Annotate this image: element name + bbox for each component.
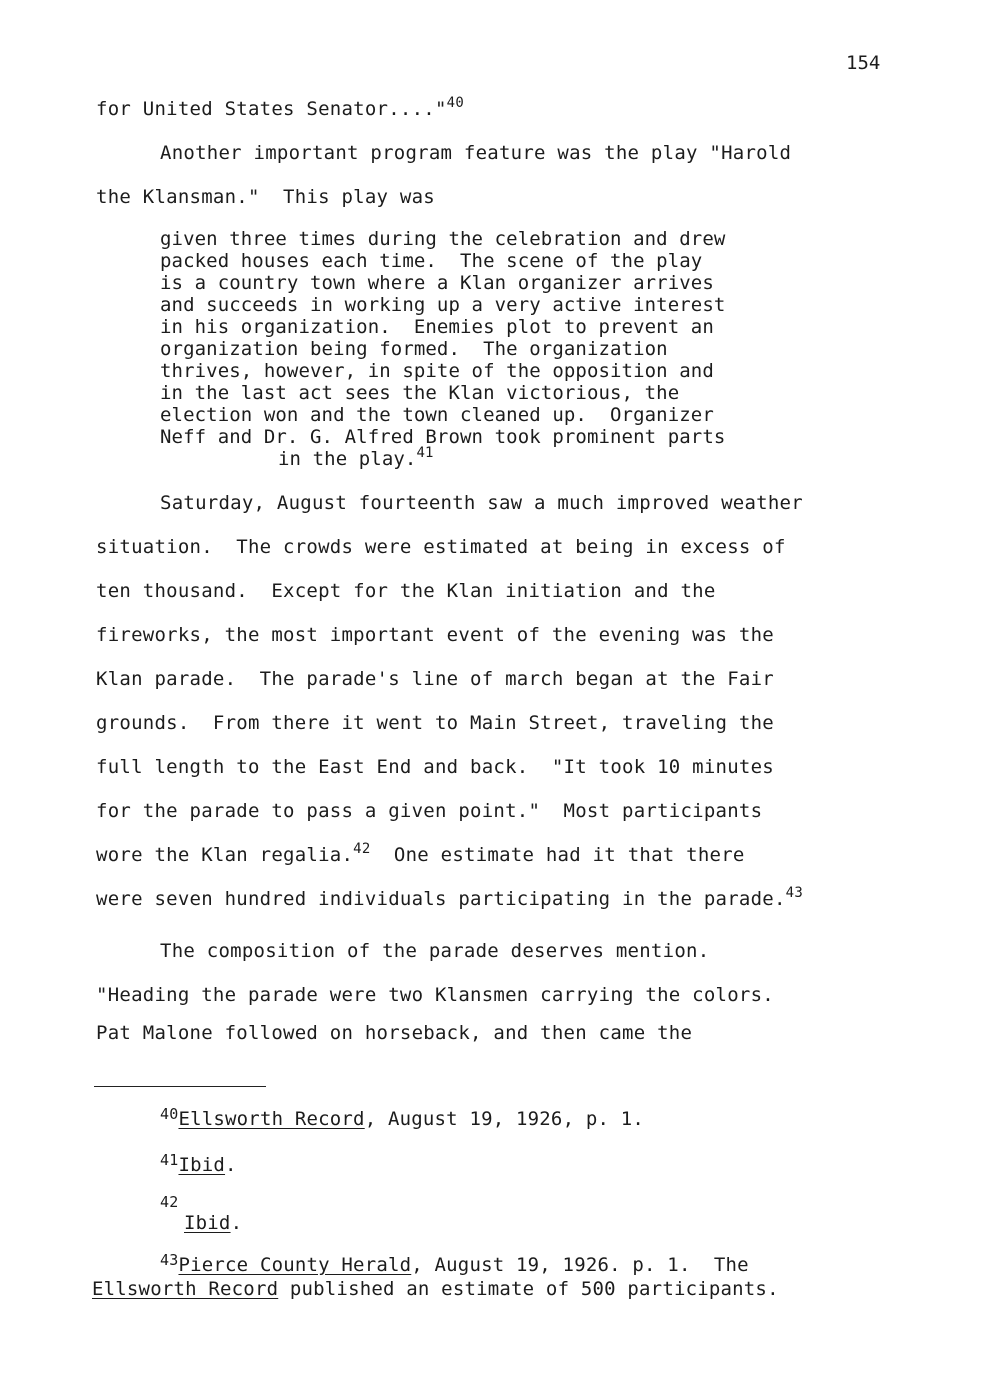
body-line: situation. The crowds were estimated at being in excess of [96, 536, 786, 558]
footnote-number: 41 [160, 1151, 179, 1169]
body-line [96, 95, 465, 120]
body-line: "Heading the parade were two Klansmen carrying the colors. [96, 984, 774, 1006]
body-line [96, 841, 745, 866]
footnote-42-text [184, 1212, 242, 1234]
body-text: One estimate had it that there [370, 844, 745, 866]
quote-text: in the play. [278, 448, 417, 470]
body-text: for United States Senator...." [96, 98, 447, 120]
body-line: Pat Malone followed on horseback, and then came the [96, 1022, 693, 1044]
quote-line: packed houses each time. The scene of the play [160, 250, 703, 272]
footnote-ref: 40 [446, 95, 465, 111]
footnote-number: 43 [160, 1251, 179, 1269]
body-line: Saturday, August fourteenth saw a much improved weather [160, 492, 803, 514]
footnote-source-title: Ibid [184, 1212, 231, 1234]
quote-line: given three times during the celebration and drew [160, 228, 726, 250]
footnote-41 [160, 1151, 237, 1176]
footnote-source-title: Pierce County Herald [178, 1254, 412, 1276]
body-line: grounds. From there it went to Main Street, traveling the [96, 712, 774, 734]
page-number: 154 [846, 52, 881, 74]
footnote-text: published an estimate of 500 participants. [278, 1278, 779, 1300]
body-line: ten thousand. Except for the Klan initiation and the [96, 580, 716, 602]
footnote-ref: 41 [416, 445, 434, 461]
quote-line: Neff and Dr. G. Alfred Brown took prominent parts [160, 426, 726, 448]
quote-line: in the last act sees the Klan victorious, the [160, 382, 680, 404]
quote-line: organization being formed. The organization [160, 338, 668, 360]
body-line: the Klansman." This play was [96, 186, 435, 208]
footnote-43-line2 [92, 1278, 779, 1300]
footnote-text: , August 19, 1926. p. 1. The [411, 1254, 749, 1276]
footnote-number: 40 [160, 1105, 179, 1123]
body-line [96, 885, 804, 910]
footnote-source-title: Ibid [178, 1154, 226, 1176]
quote-line: election won and the town cleaned up. Organizer [160, 404, 714, 426]
footnote-42 [160, 1193, 179, 1218]
footnote-ref: 43 [785, 885, 804, 901]
body-line: for the parade to pass a given point." Most participants [96, 800, 763, 822]
body-text: were seven hundred individuals participating in the parade. [96, 888, 786, 910]
body-text: wore the Klan regalia. [96, 844, 354, 866]
footnote-40 [160, 1105, 645, 1130]
footnote-text: . [230, 1212, 243, 1234]
body-line: The composition of the parade deserves mention. [160, 940, 710, 962]
body-line: full length to the East End and back. "It took 10 minutes [96, 756, 774, 778]
footnote-separator [94, 1086, 266, 1087]
body-line: Klan parade. The parade's line of march began at the Fair [96, 668, 774, 690]
quote-line: thrives, however, in spite of the opposition and [160, 360, 714, 382]
footnote-ref: 42 [353, 841, 371, 857]
footnote-text: . [225, 1154, 237, 1176]
footnote-number: 42 [160, 1193, 179, 1211]
footnote-43 [160, 1251, 749, 1276]
footnote-source-title: Ellsworth Record [178, 1108, 365, 1130]
quote-line: and succeeds in working up a very active interest [160, 294, 726, 316]
footnote-source-title: Ellsworth Record [92, 1278, 279, 1300]
body-line: fireworks, the most important event of the evening was the [96, 624, 774, 646]
quote-line: in his organization. Enemies plot to prevent an [160, 316, 714, 338]
body-line: Another important program feature was the play "Harold [160, 142, 792, 164]
quote-line [278, 445, 434, 470]
footnote-text: , August 19, 1926, p. 1. [364, 1108, 645, 1130]
quote-line: is a country town where a Klan organizer arrives [160, 272, 714, 294]
